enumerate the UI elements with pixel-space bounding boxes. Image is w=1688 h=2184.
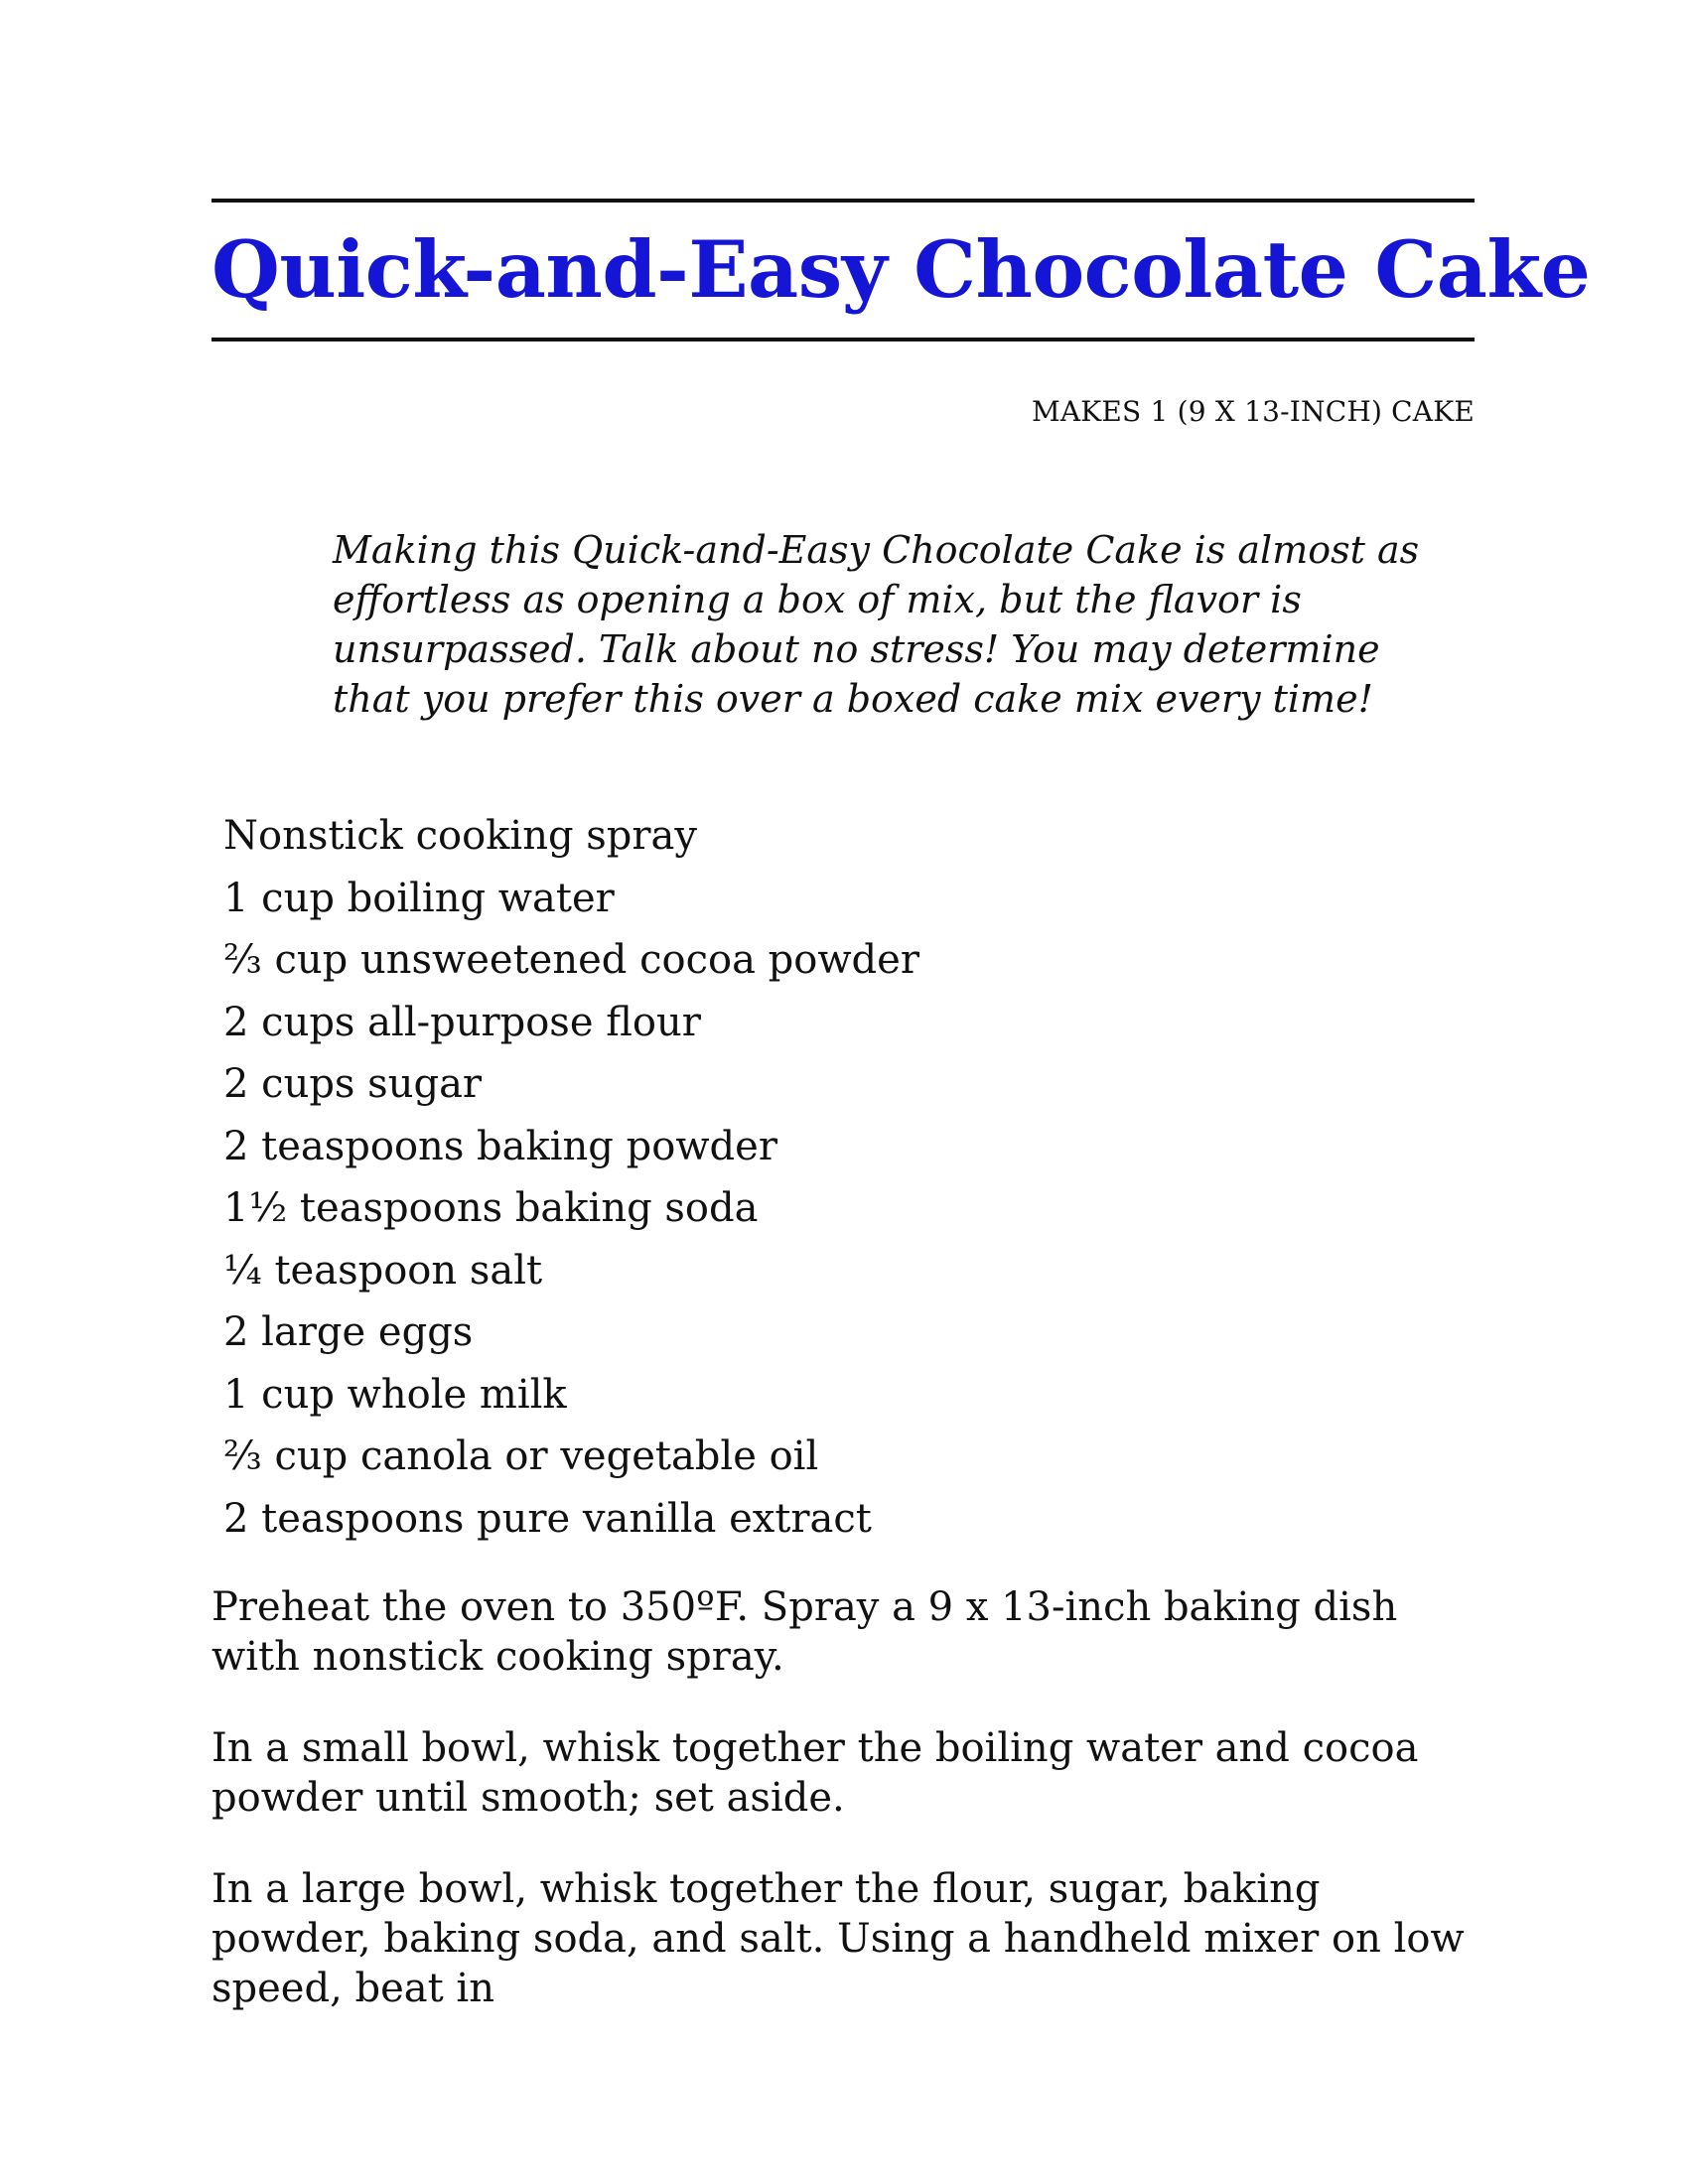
recipe-yield: MAKES 1 (9 X 13-INCH) CAKE [1031, 395, 1475, 428]
ingredient-item: 2 cups sugar [223, 1061, 483, 1107]
ingredient-item: 1 cup boiling water [223, 875, 615, 921]
title-top-rule [211, 199, 1475, 203]
ingredient-item: Nonstick cooking spray [223, 813, 697, 859]
ingredient-item: ⅔ cup unsweetened cocoa powder [223, 937, 919, 983]
ingredient-item: 2 teaspoons pure vanilla extract [223, 1495, 872, 1542]
ingredient-list [223, 805, 1475, 1550]
ingredient-item: ⅔ cup canola or vegetable oil [223, 1433, 819, 1479]
ingredient-item: 2 large eggs [223, 1309, 474, 1355]
recipe-intro: Making this Quick-and-Easy Chocolate Cake is almost as effortless as opening a box of mix, but the flavor is unsurpassed. Talk about no stress! You may determine that you prefer this over a boxed cake mix every time! [333, 528, 1420, 721]
recipe-page [211, 199, 1591, 2013]
title-bottom-rule [211, 338, 1475, 341]
method-step-dry-ingredients: In a large bowl, whisk together the flour, sugar, baking powder, baking soda, and salt. Using a handheld mixer on low speed, beat in [211, 1866, 1465, 2011]
ingredient-item: 2 teaspoons baking powder [223, 1123, 777, 1169]
ingredient-item: 1 cup whole milk [223, 1371, 567, 1418]
method-step-preheat: Preheat the oven to 350ºF. Spray a 9 x 13-inch baking dish with nonstick cooking spray. [211, 1584, 1398, 1680]
recipe-title: Quick-and-Easy Chocolate Cake [211, 223, 1591, 316]
method-step-cocoa: In a small bowl, whisk together the boiling water and cocoa powder until smooth; set aside. [211, 1725, 1419, 1821]
ingredient-item: 1½ teaspoons baking soda [223, 1185, 759, 1231]
ingredient-item: ¼ teaspoon salt [223, 1247, 543, 1294]
ingredient-item: 2 cups all-purpose flour [223, 999, 701, 1045]
